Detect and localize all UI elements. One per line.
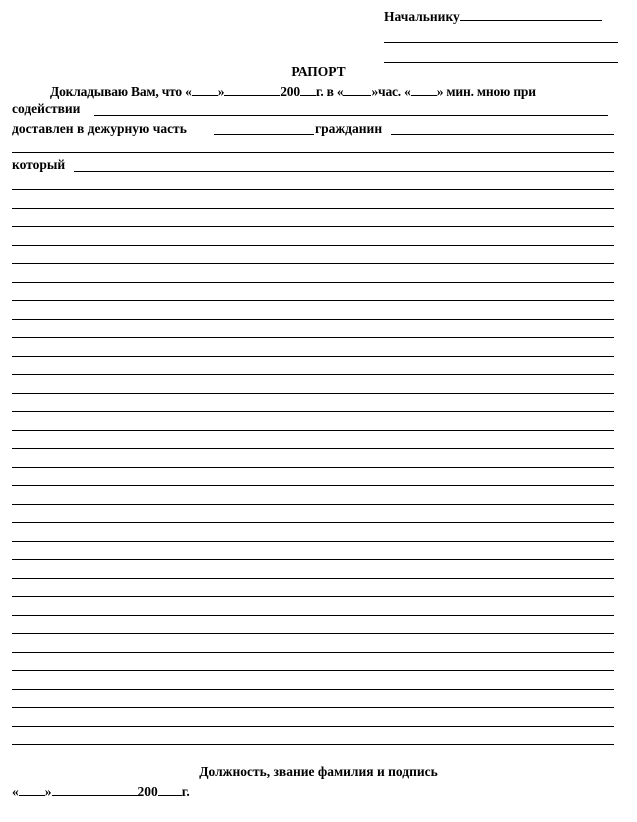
ruled-line[interactable] — [12, 411, 614, 412]
month-blank[interactable] — [224, 83, 280, 96]
ruled-line[interactable] — [12, 393, 614, 394]
ruled-line[interactable] — [12, 615, 614, 616]
addressee-blank-2[interactable] — [384, 42, 618, 43]
citizen-blank-2[interactable] — [12, 152, 614, 153]
who-label: который — [12, 157, 66, 172]
ruled-line[interactable] — [12, 633, 614, 634]
year-blank[interactable] — [300, 83, 316, 96]
date-close-quote: » — [44, 784, 52, 799]
year-suffix: г. в « — [315, 84, 344, 99]
year-prefix: 200 — [280, 84, 300, 99]
ruled-line[interactable] — [12, 596, 614, 597]
date-year-suffix: г. — [181, 784, 190, 799]
citizen-blank[interactable] — [391, 134, 614, 135]
report-intro-line — [50, 83, 536, 100]
date-month-blank[interactable] — [52, 783, 138, 796]
ruled-line[interactable] — [12, 448, 614, 449]
ruled-line[interactable] — [12, 319, 614, 320]
ruled-line[interactable] — [12, 504, 614, 505]
ruled-line[interactable] — [12, 541, 614, 542]
addressee-blank-3[interactable] — [384, 62, 618, 63]
ruled-line[interactable] — [12, 337, 614, 338]
ruled-line[interactable] — [12, 245, 614, 246]
day-blank[interactable] — [192, 83, 218, 96]
ruled-line[interactable] — [12, 356, 614, 357]
signature-date-line — [12, 783, 190, 800]
addressee-line — [384, 8, 602, 25]
minute-blank[interactable] — [411, 83, 437, 96]
assistance-blank[interactable] — [94, 115, 608, 116]
intro-text: Докладываю Вам, что « — [50, 84, 192, 99]
ruled-line[interactable] — [12, 263, 614, 264]
day-close-quote: » — [217, 84, 225, 99]
ruled-line[interactable] — [12, 430, 614, 431]
hour-blank[interactable] — [343, 83, 371, 96]
hour-label: »час. « — [371, 84, 411, 99]
ruled-line[interactable] — [12, 559, 614, 560]
ruled-line[interactable] — [12, 226, 614, 227]
date-year-prefix: 200 — [137, 784, 158, 799]
ruled-line[interactable] — [12, 485, 614, 486]
ruled-line[interactable] — [12, 467, 614, 468]
ruled-line[interactable] — [12, 208, 614, 209]
ruled-line[interactable] — [12, 300, 614, 301]
delivered-line — [12, 121, 187, 137]
ruled-line[interactable] — [12, 578, 614, 579]
document-title: РАПОРТ — [291, 64, 346, 79]
citizen-label: гражданин — [315, 121, 383, 136]
assistance-label: содействии — [12, 101, 81, 116]
ruled-line[interactable] — [12, 189, 614, 190]
date-day-blank[interactable] — [19, 783, 45, 796]
ruled-line[interactable] — [12, 689, 614, 690]
assistance-line — [12, 101, 80, 117]
delivered-label: доставлен в дежурную часть — [12, 121, 187, 136]
ruled-line[interactable] — [12, 652, 614, 653]
ruled-line[interactable] — [12, 282, 614, 283]
duty-unit-blank[interactable] — [214, 134, 314, 135]
ruled-line[interactable] — [12, 522, 614, 523]
who-line — [12, 157, 65, 173]
ruled-line[interactable] — [12, 374, 614, 375]
who-blank[interactable] — [74, 171, 614, 172]
signature-caption: Должность, звание фамилия и подпись — [199, 764, 438, 779]
addressee-label: Начальнику — [384, 9, 460, 24]
date-open-quote: « — [12, 784, 19, 799]
minute-label: » мин. мною при — [436, 84, 536, 99]
ruled-line[interactable] — [12, 726, 614, 727]
date-year-blank[interactable] — [158, 783, 182, 796]
ruled-line[interactable] — [12, 707, 614, 708]
ruled-line[interactable] — [12, 670, 614, 671]
addressee-blank[interactable] — [460, 8, 602, 21]
ruled-line[interactable] — [12, 744, 614, 745]
